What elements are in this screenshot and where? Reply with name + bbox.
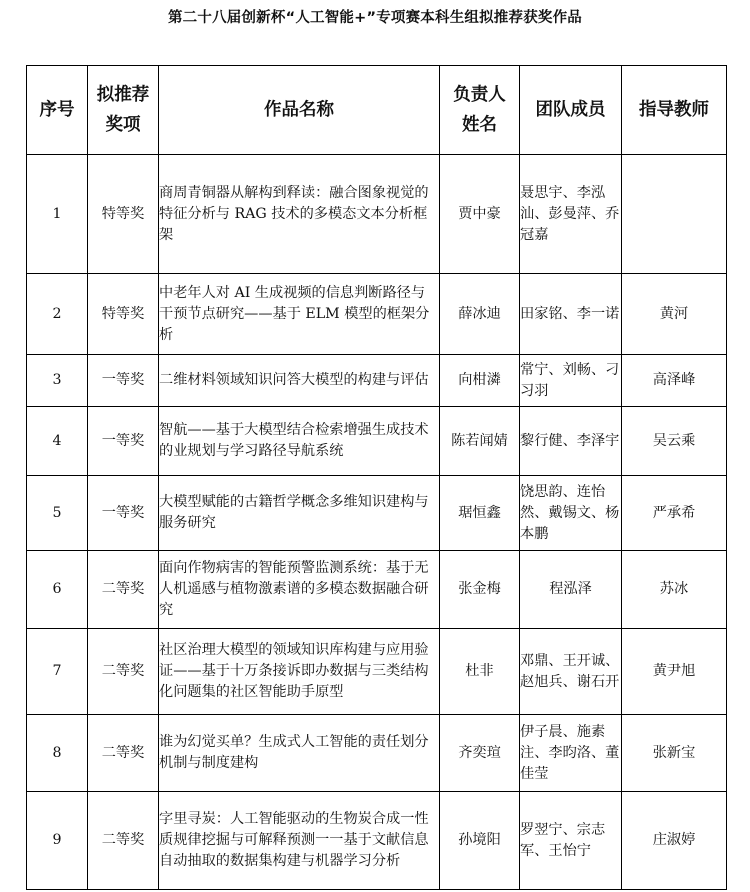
cell-leader: 陈若闻婧 <box>440 407 520 476</box>
award-table <box>26 65 727 890</box>
cell-title: 谁为幻觉买单？生成式人工智能的责任划分机制与制度建构 <box>159 715 440 792</box>
cell-title: 社区治理大模型的领域知识库构建与应用验证——基于十万条接诉即办数据与三类结构化问题集的社区智能助手原型 <box>159 629 440 715</box>
cell-no: 1 <box>27 155 88 274</box>
cell-members: 罗翌宁、宗志军、王怡宁 <box>520 792 622 890</box>
table-row <box>27 715 727 792</box>
header-leader <box>440 66 520 155</box>
table-row <box>27 629 727 715</box>
cell-no: 7 <box>27 629 88 715</box>
cell-members: 黎行健、李泽宇 <box>520 407 622 476</box>
cell-title: 商周青铜器从解构到释读：融合图象视觉的特征分析与 RAG 技术的多模态文本分析框架 <box>159 155 440 274</box>
cell-teacher: 黄河 <box>622 274 727 355</box>
cell-leader: 琚恒鑫 <box>440 476 520 551</box>
cell-members: 程泓泽 <box>520 551 622 629</box>
cell-leader: 孙境阳 <box>440 792 520 890</box>
cell-award: 一等奖 <box>88 355 159 407</box>
cell-no: 2 <box>27 274 88 355</box>
cell-award: 一等奖 <box>88 407 159 476</box>
cell-teacher: 严承希 <box>622 476 727 551</box>
cell-title: 中老年人对 AI 生成视频的信息判断路径与干预节点研究——基于 ELM 模型的框架分析 <box>159 274 440 355</box>
cell-award: 特等奖 <box>88 274 159 355</box>
header-leader-line2: 姓名 <box>462 115 497 135</box>
cell-leader: 张金梅 <box>440 551 520 629</box>
document-title: 第二十八届创新杯“人工智能+”专项赛本科生组拟推荐获奖作品 <box>167 10 582 26</box>
header-members: 团队成员 <box>520 66 622 155</box>
cell-teacher <box>622 155 727 274</box>
cell-title: 智航——基于大模型结合检索增强生成技术的业规划与学习路径导航系统 <box>159 407 440 476</box>
cell-no: 5 <box>27 476 88 551</box>
cell-title: 面向作物病害的智能预警监测系统：基于无人机遥感与植物激素谱的多模态数据融合研究 <box>159 551 440 629</box>
cell-title: 大模型赋能的古籍哲学概念多维知识建构与服务研究 <box>159 476 440 551</box>
cell-leader: 薛冰迪 <box>440 274 520 355</box>
cell-award: 二等奖 <box>88 551 159 629</box>
cell-members: 聂思宇、李泓汕、彭曼萍、乔冠嘉 <box>520 155 622 274</box>
cell-teacher: 张新宝 <box>622 715 727 792</box>
cell-members: 田家铭、李一诺 <box>520 274 622 355</box>
table-row <box>27 792 727 890</box>
cell-members: 邓鼎、王开诚、赵旭兵、谢石开 <box>520 629 622 715</box>
cell-no: 6 <box>27 551 88 629</box>
cell-teacher: 庄淑婷 <box>622 792 727 890</box>
table-row <box>27 355 727 407</box>
cell-teacher: 黄尹旭 <box>622 629 727 715</box>
cell-award: 二等奖 <box>88 715 159 792</box>
cell-leader: 向柑潾 <box>440 355 520 407</box>
table-row <box>27 274 727 355</box>
cell-leader: 贾中豪 <box>440 155 520 274</box>
table-row <box>27 155 727 274</box>
header-teacher: 指导教师 <box>622 66 727 155</box>
cell-leader: 杜非 <box>440 629 520 715</box>
cell-no: 8 <box>27 715 88 792</box>
cell-teacher: 吴云乘 <box>622 407 727 476</box>
cell-award: 一等奖 <box>88 476 159 551</box>
cell-title: 字里寻炭：人工智能驱动的生物炭合成一性质规律挖掘与可解释预测一一基于文献信息自动抽取的数据集构建与机器学习分析 <box>159 792 440 890</box>
cell-teacher: 高泽峰 <box>622 355 727 407</box>
header-leader-line1: 负责人 <box>453 85 506 105</box>
cell-members: 常宁、刘畅、刁习羽 <box>520 355 622 407</box>
table-row <box>27 476 727 551</box>
cell-no: 4 <box>27 407 88 476</box>
header-title: 作品名称 <box>159 66 440 155</box>
cell-no: 9 <box>27 792 88 890</box>
table-row <box>27 551 727 629</box>
table-row <box>27 407 727 476</box>
cell-leader: 齐奕瑄 <box>440 715 520 792</box>
cell-award: 特等奖 <box>88 155 159 274</box>
header-award-line1: 拟推荐 <box>96 85 150 105</box>
cell-members: 伊子晨、施素注、李昀洛、董佳莹 <box>520 715 622 792</box>
header-no: 序号 <box>27 66 88 155</box>
cell-award: 二等奖 <box>88 792 159 890</box>
cell-award: 二等奖 <box>88 629 159 715</box>
cell-teacher: 苏冰 <box>622 551 727 629</box>
header-award <box>88 66 159 155</box>
table-header-row <box>27 66 727 155</box>
cell-title: 二维材料领域知识问答大模型的构建与评估 <box>159 355 440 407</box>
cell-no: 3 <box>27 355 88 407</box>
cell-members: 饶思韵、连怡然、戴锡文、杨本鹏 <box>520 476 622 551</box>
header-award-line2: 奖项 <box>105 115 141 135</box>
